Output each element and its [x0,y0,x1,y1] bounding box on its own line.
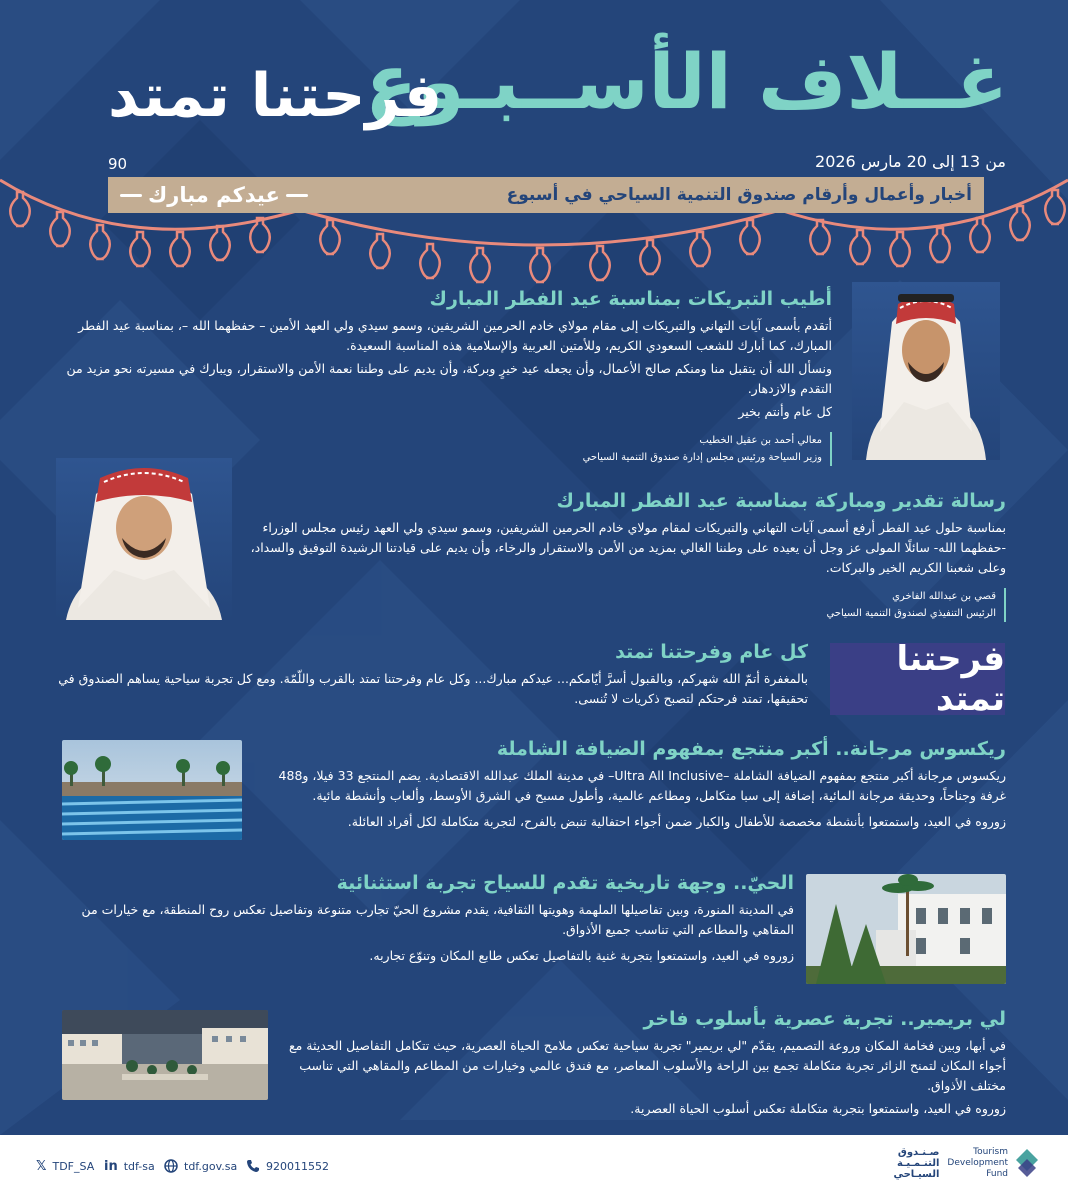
lepremier-article [276,1008,1006,1122]
light-bulb-icon [50,212,70,246]
campaign-logo: فرحتنا تمتد [108,61,443,131]
ceo-name: قصي بن عبدالله الفاخري [892,591,996,602]
logo-ar-line-2: التنـمـيـة [896,1158,940,1169]
string-lights-decoration [0,150,1068,290]
minister-name: معالي أحمد بن عقيل الخطيب [699,435,822,446]
tdf-logo-mark-icon [1016,1149,1038,1179]
ceo-paragraph-1: بمناسبة حلول عيد الفطر أرفع أسمى آيات التهاني والتبريكات لمقام مولاي خادم الحرمين الشريفين، وسمو سيدي ولي العهد رئيس مجلس الوزراء -حفظهما الله- سائلًا المولى عز وجل أن يعيده على وطننا الغالي بمزيد من الأمن والاستقرار والرخاء، وأن يديم على قيادتنا الرشيدة التوفيق والسداد، وعلى شعبنا الكريم الخير والبركات. [250,520,1006,575]
linkedin-icon: in [104,1159,118,1174]
light-bulb-icon [640,240,660,274]
light-bulb-icon [250,218,270,252]
light-bulb-icon [130,232,150,266]
light-bulb-icon [810,220,830,254]
minister-paragraph-3: كل عام وأنتم بخير [738,404,832,419]
rixos-title: ريكسوس مرجانة.. أكبر منتجع بمفهوم الضيافة الشاملة [496,738,1006,760]
date-range: من 13 إلى 20 مارس 2026 [815,152,1006,171]
light-bulb-icon [90,225,110,259]
x-icon: 𝕏 [36,1159,47,1174]
logo-en-line-1: Tourism [973,1147,1008,1157]
light-bulb-icon [970,218,990,252]
light-bulb-icon [1010,206,1030,240]
ceo-role: الرئيس التنفيذي لصندوق التنمية السياحي [826,608,996,619]
light-bulb-icon [740,220,760,254]
hay-photo [806,874,1006,984]
light-bulb-icon [210,226,230,260]
light-bulb-icon [170,232,190,266]
tdf-logo [893,1147,1038,1180]
light-bulb-icon [530,248,550,282]
hay-title: الحيّ.. وجهة تاريخية تقدم للسياح تجربة استثنائية [336,872,794,894]
logo-en-line-3: Fund [986,1169,1008,1179]
ceo-portrait [56,458,232,620]
campaign-title: كل عام وفرحتنا تمتد [615,641,808,663]
campaign-message [58,641,808,712]
light-bulb-icon [320,220,340,254]
campaign-logo-box: فرحتنا تمتد [830,643,1005,715]
minister-message [32,288,832,466]
linkedin-link[interactable] [104,1159,155,1174]
header-banner [108,177,984,213]
globe-icon [164,1159,178,1173]
rixos-article [256,738,1006,835]
decor-dash [120,194,142,197]
minister-message-title: أطيب التبريكات بمناسبة عيد الفطر المبارك [429,288,832,310]
light-bulb-icon [1045,190,1065,224]
light-bulb-icon [470,248,490,282]
issue-number: 90 [108,155,128,173]
hay-paragraph-1: في المدينة المنورة، وبين تفاصيلها الملهمة وهويتها الثقافية، يقدم مشروع الحيّ تجارب متنوعة وتفاصيل تعكس روح المنطقة، مع خيارات من المقاهي والمطاعم التي تناسب جميع الأذواق. [81,902,794,937]
banner-tagline: أخبار وأعمال وأرقام صندوق التنمية السياحي في أسبوع [506,185,972,205]
light-bulb-icon [10,192,30,226]
phone-number: 920011552 [266,1159,329,1173]
minister-portrait [852,282,1000,460]
website-url: tdf.gov.sa [184,1159,238,1173]
rixos-paragraph-1: ريكسوس مرجانة أكبر منتجع بمفهوم الضيافة الشاملة –Ultra All Inclusive– في مدينة الملك عبدالله الاقتصادية. يضم المنتجع 33 فيلا، و488 غرفة وجناحاً، وحديقة مرجانة المائية، إضافة إلى سبا متكامل، ومطاعم عالمية، وأطول مسبح في الشرق الأوسط، وألعاب وأنشطة مائية. [278,768,1006,803]
campaign-paragraph-1: بالمغفرة أتمّ الله شهركم، وبالقبول أسرَّ أيّامكم... عيدكم مبارك... وكل عام وفرحتنا تمتد بالقرب واللّمّة. ومع كل تجربة سياحية يساهم الصندوق في تحقيقها، تمتد فرحتكم لتصبح ذكريات لا تُنسى. [58,671,808,706]
weekly-cover-title: غــلاف الأســبـوع [365,37,1008,126]
lepremier-paragraph-2: زوروه في العيد، واستمتعوا بتجربة متكاملة تعكس أسلوب الحياة العصرية. [630,1101,1006,1116]
ceo-message-title: رسالة تقدير ومباركة بمناسبة عيد الفطر المبارك [556,490,1006,512]
light-bulb-icon [420,244,440,278]
hay-article [58,872,794,969]
lepremier-photo [62,1010,268,1100]
logo-ar-line-1: صـنـدوق [897,1147,940,1158]
logo-en-line-2: Development [947,1158,1008,1168]
light-bulb-icon [690,232,710,266]
light-bulb-icon [890,232,910,266]
banner-greeting-text: عيدكم مبارك [148,183,280,207]
banner-greeting [120,183,308,207]
hay-paragraph-2: زوروه في العيد، واستمتعوا بتجربة غنية بالتفاصيل تعكس طابع المكان وتنوّع تجاربه. [369,948,794,963]
minister-paragraph-2: ونسأل الله أن يتقبل منا ومنكم صالح الأعمال، وأن يجعله عيد خيرٍ وبركة، وأن يديم على وطننا نعمة الأمن والاستقرار، ويبارك في مسيرته نحو مزيد من التقدم والازدهار. [66,361,832,396]
rixos-photo [62,740,242,840]
light-bulb-icon [930,228,950,262]
website-link[interactable] [164,1159,237,1173]
linkedin-handle: tdf-sa [123,1160,155,1173]
decor-dash [286,194,308,197]
lepremier-title: لي بريمير.. تجربة عصرية بأسلوب فاخر [643,1008,1006,1030]
twitter-handle: TDF_SA [52,1160,95,1173]
logo-ar-line-3: السيـاحي [893,1169,940,1180]
ceo-signature [246,588,1006,622]
footer [0,1135,1068,1200]
phone-link[interactable] [246,1159,329,1173]
light-bulb-icon [850,230,870,264]
light-bulb-icon [590,246,610,280]
minister-role: وزير السياحة ورئيس مجلس إدارة صندوق التنمية السياحي [582,452,822,463]
ceo-message [246,490,1006,622]
lepremier-paragraph-1: في أبها، وبين فخامة المكان وروعة التصميم، يقدّم "لي بريمير" تجربة سياحية تعكس ملامح الحياة العصرية، حيث تتكامل التفاصيل الحديثة مع أجواء المكان لتمنح الزائر تجربة متكاملة تجمع بين الراحة والأسلوب المعاصر، مع فندق عالمي وخيارات من المطاعم والمقاهي التي تناسب مختلف الأذواق. [288,1038,1006,1093]
rixos-paragraph-2: زوروه في العيد، واستمتعوا بأنشطة مخصصة للأطفال والكبار ضمن أجواء احتفالية تنبض بالفرح، لتجربة متكاملة لكل أفراد العائلة. [347,814,1006,829]
minister-paragraph-1: أتقدم بأسمى آيات التهاني والتبريكات إلى مقام مولاي خادم الحرمين الشريفين، وسمو سيدي ولي العهد الأمين – حفظهما الله –، بمناسبة عيد الفطر المبارك، كما أبارك للشعب السعودي الكريم، وللأمتين العربية والإسلامية هذه المناسبة السعيدة. [78,318,832,353]
light-bulb-icon [370,234,390,268]
phone-icon [246,1159,260,1173]
twitter-link[interactable] [36,1159,94,1174]
